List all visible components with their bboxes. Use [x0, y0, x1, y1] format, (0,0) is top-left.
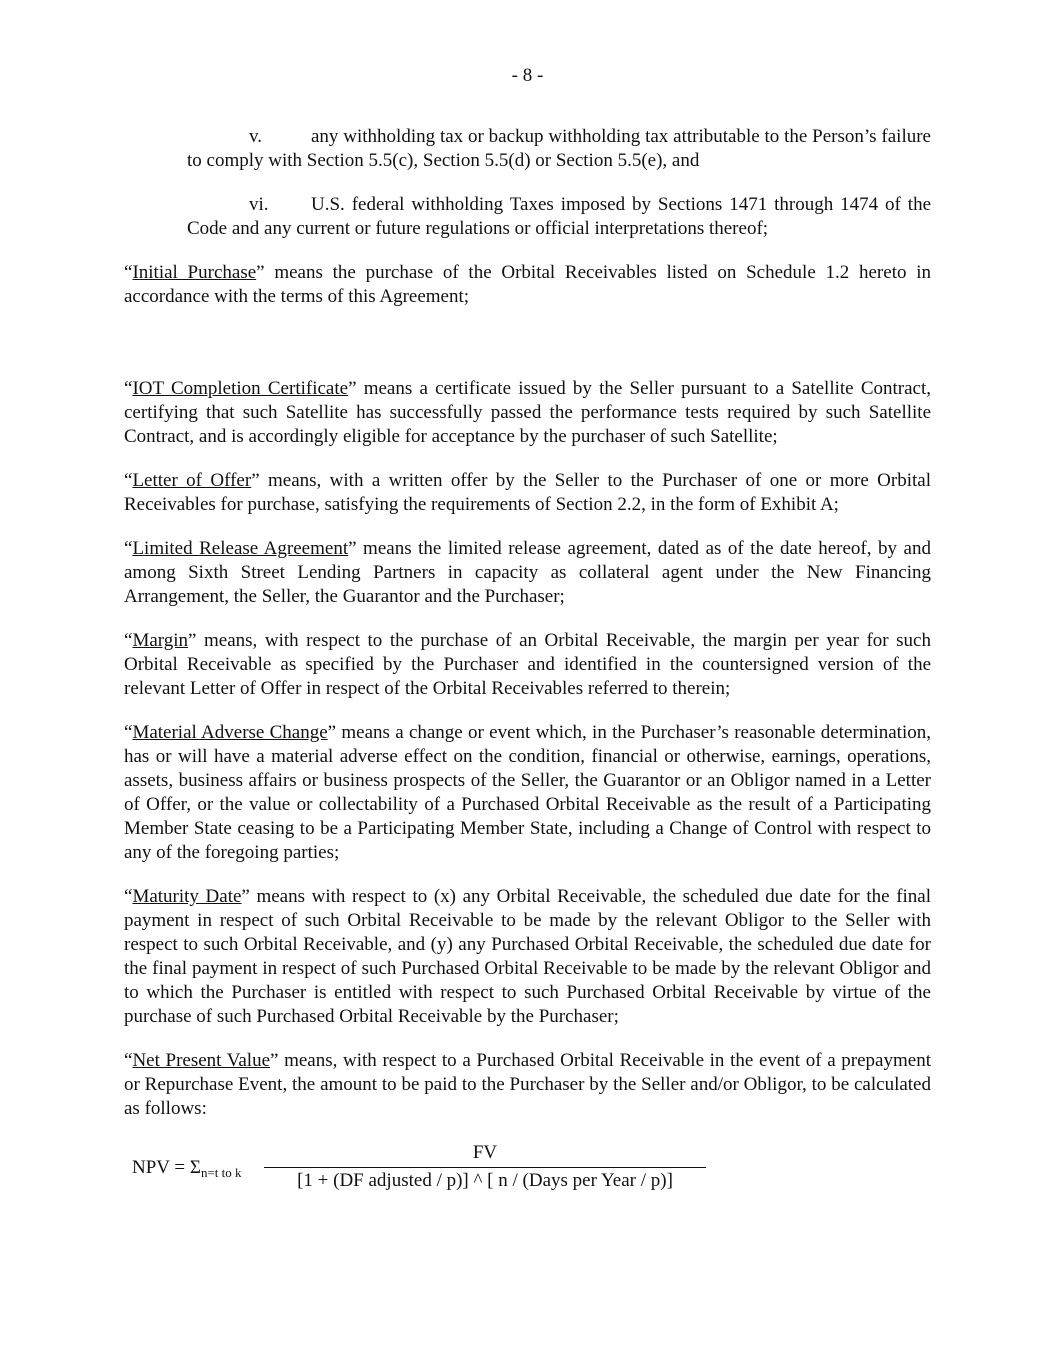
defined-term: Limited Release Agreement — [132, 538, 349, 559]
defined-term: Net Present Value — [132, 1050, 271, 1071]
open-quote: “ — [124, 886, 133, 907]
page-number: - 8 - — [511, 65, 544, 86]
definition-material-adverse-change — [124, 721, 931, 865]
open-quote: “ — [124, 262, 133, 283]
definition-initial-purchase — [124, 261, 931, 309]
defined-term: Letter of Offer — [132, 470, 252, 491]
definition-text: ” means a certificate issued by the Seller pursuant to a Satellite Contract, certifying that such Satellite has successfully passed the performance tests required by such Satellite Contract, and is accordingly eligible for acceptance by the purchaser of such Satellite; — [124, 378, 931, 447]
defined-term: Material Adverse Change — [132, 722, 328, 743]
sub-item-number: vi. — [249, 194, 269, 215]
formula-lhs — [132, 1156, 242, 1181]
definition-margin — [124, 629, 931, 701]
definition-text: ” means the limited release agreement, dated as of the date hereof, by and among Sixth Street Lending Partners in capacity as collateral agent under the New Financing Arrangement, the Seller, the Guarantor and the Purchaser; — [124, 538, 931, 607]
defined-term: Margin — [132, 630, 189, 651]
definition-text: ” means, with respect to the purchase of an Orbital Receivable, the margin per year for such Orbital Receivable as specified by the Purchaser and identified in the countersigned version of the relevant Letter of Offer in respect of the Orbital Receivables referred to therein; — [124, 630, 931, 699]
definition-text: ” means, with a written offer by the Seller to the Purchaser of one or more Orbital Receivables for purchase, satisfying the requirements of Section 2.2, in the form of Exhibit A; — [124, 470, 932, 515]
open-quote: “ — [124, 378, 133, 399]
formula-denominator: [1 + (DF adjusted / p)] ^ [ n / (Days per Year / p)] — [297, 1170, 673, 1191]
definition-text: ” means a change or event which, in the Purchaser’s reasonable determination, has or will have a material adverse effect on the condition, financial or otherwise, earnings, operations, assets, business affairs or business prospects of the Seller, the Guarantor or an Obligor named in a Letter of Offer, or the value or collectability of a Purchased Orbital Receivable as the result of a Participating Member State ceasing to be a Participating Member State, including a Change of Control with respect to any of the foregoing parties; — [124, 722, 931, 863]
sub-item-vi — [124, 193, 931, 241]
open-quote: “ — [124, 470, 133, 491]
definition-iot-completion-certificate — [124, 377, 931, 449]
defined-term: IOT Completion Certificate — [132, 378, 349, 399]
definition-letter-of-offer — [124, 469, 931, 517]
document-body — [124, 125, 931, 1201]
open-quote: “ — [124, 538, 133, 559]
definition-text: ” means, with respect to a Purchased Orbital Receivable in the event of a prepayment or Repurchase Event, the amount to be paid to the Purchaser by the Seller and/or Obligor, to be calculated as follows: — [124, 1050, 931, 1119]
npv-formula — [124, 1141, 931, 1201]
open-quote: “ — [124, 722, 133, 743]
defined-term: Initial Purchase — [132, 262, 257, 283]
definition-maturity-date — [124, 885, 931, 1029]
definition-limited-release-agreement — [124, 537, 931, 609]
formula-subscript: n=t to k — [200, 1165, 242, 1180]
sub-item-number: v. — [249, 126, 263, 147]
sub-item-v — [124, 125, 931, 173]
sub-item-text: any withholding tax or backup withholding tax attributable to the Person’s failure to comply with Section 5.5(c), Section 5.5(d) or Section 5.5(e), and — [187, 126, 931, 171]
formula-sum: NPV = Σ — [132, 1157, 201, 1178]
open-quote: “ — [124, 1050, 133, 1071]
sub-item-text: U.S. federal withholding Taxes imposed by Sections 1471 through 1474 of the Code and any current or future regulations or official interpretations thereof; — [187, 194, 931, 239]
definition-text: ” means the purchase of the Orbital Receivables listed on Schedule 1.2 hereto in accordance with the terms of this Agreement; — [124, 262, 931, 307]
definition-net-present-value — [124, 1049, 931, 1121]
definition-text: ” means with respect to (x) any Orbital Receivable, the scheduled due date for the final payment in respect of such Orbital Receivable to be made by the relevant Obligor to the Seller with respect to such Orbital Receivable, and (y) any Purchased Orbital Receivable, the scheduled due date for the final payment in respect of such Purchased Orbital Receivable to be made by the relevant Obligor and to which the Purchaser is entitled with respect to such Purchased Orbital Receivable by virtue of the purchase of such Purchased Orbital Receivable by the Purchaser; — [124, 886, 932, 1027]
defined-term: Maturity Date — [132, 886, 242, 907]
open-quote: “ — [124, 630, 133, 651]
formula-fraction — [264, 1141, 706, 1193]
formula-numerator: FV — [264, 1141, 706, 1168]
